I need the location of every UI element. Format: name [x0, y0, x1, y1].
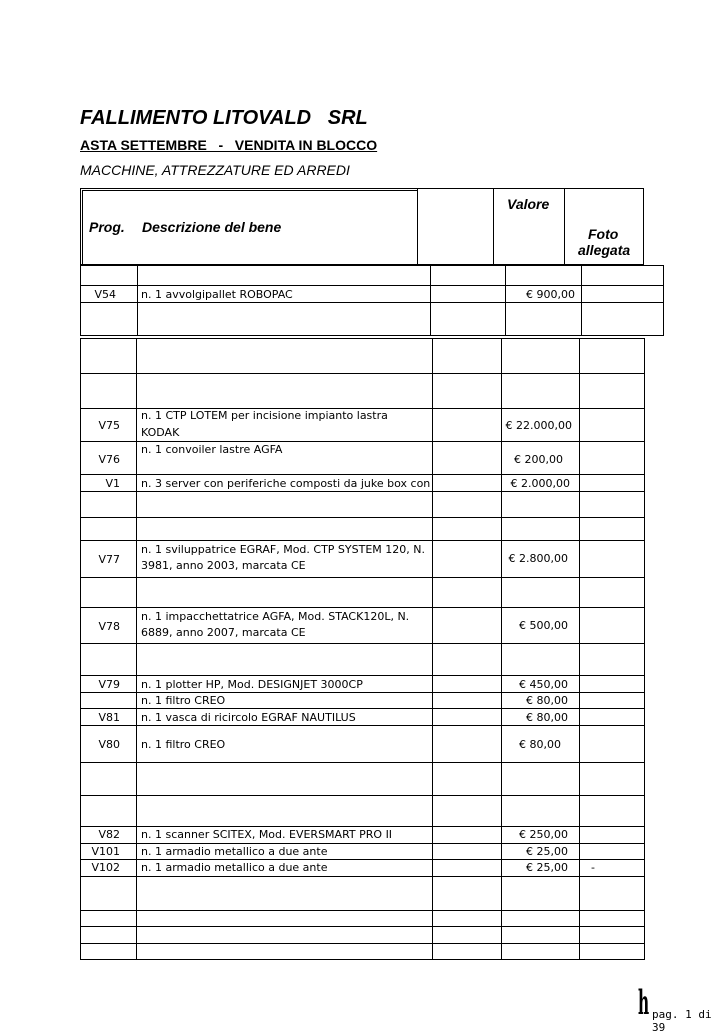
row-value: € 900,00 [526, 288, 575, 301]
row-prog: V79 [98, 678, 120, 691]
row-description: n. 1 sviluppatrice EGRAF, Mod. CTP SYSTEM 120, N. [141, 543, 425, 556]
row-value: € 80,00 [526, 694, 568, 707]
row-description: n. 1 vasca di ricircolo EGRAF NAUTILUS [141, 711, 356, 724]
row-prog: V75 [98, 419, 120, 432]
header-descrizione: Descrizione del bene [142, 219, 282, 235]
document-subtitle: ASTA SETTEMBRE - VENDITA IN BLOCCO [80, 137, 378, 153]
row-description: n. 1 CTP LOTEM per incisione impianto lastra [141, 409, 388, 422]
row-value: € 25,00 [526, 861, 568, 874]
row-description-line2: 6889, anno 2007, marcata CE [141, 626, 306, 639]
row-value: € 450,00 [519, 678, 568, 691]
row-prog: V77 [98, 553, 120, 566]
row-description: n. 3 server con periferiche composti da juke box con [141, 477, 431, 490]
row-value: € 250,00 [519, 828, 568, 841]
header-valore: Valore [507, 196, 550, 212]
row-prog: V54 [94, 288, 116, 301]
footer-logo: h [638, 983, 650, 1023]
row-description-line2: 3981, anno 2003, marcata CE [141, 559, 306, 572]
page-number: pag. 1 di 39 [652, 1008, 712, 1034]
row-value: € 22.000,00 [505, 419, 572, 432]
row-prog: V81 [98, 711, 120, 724]
row-prog: V102 [91, 861, 120, 874]
row-value: € 80,00 [519, 738, 561, 751]
row-extra-mark: - [591, 861, 595, 874]
row-description: n. 1 avvolgipallet ROBOPAC [141, 288, 293, 301]
row-description: n. 1 plotter HP, Mod. DESIGNJET 3000CP [141, 678, 363, 691]
header-foto-line2: allegata [578, 242, 631, 258]
document-title: FALLIMENTO LITOVALD SRL [80, 107, 368, 129]
row-value: € 2.800,00 [508, 552, 568, 565]
header-foto-line1: Foto [588, 226, 619, 242]
row-prog: V82 [98, 828, 120, 841]
row-prog: V1 [105, 477, 120, 490]
row-description: n. 1 filtro CREO [141, 738, 226, 751]
row-description: n. 1 armadio metallico a due ante [141, 845, 328, 858]
row-value: € 2.000,00 [510, 477, 570, 490]
row-description: n. 1 impacchettatrice AGFA, Mod. STACK120L, N. [141, 610, 410, 623]
row-description-line2: KODAK [141, 426, 180, 439]
header-prog: Prog. [89, 219, 125, 235]
row-value: € 80,00 [526, 711, 568, 724]
row-value: € 500,00 [519, 619, 568, 632]
row-prog: V101 [91, 845, 120, 858]
row-prog: V80 [98, 738, 120, 751]
row-description: n. 1 scanner SCITEX, Mod. EVERSMART PRO II [141, 828, 393, 841]
row-prog: V76 [98, 453, 120, 466]
row-description: n. 1 filtro CREO [141, 694, 226, 707]
row-description: n. 1 armadio metallico a due ante [141, 861, 328, 874]
row-prog: V78 [98, 620, 120, 633]
row-value: € 200,00 [514, 453, 563, 466]
section-heading: MACCHINE, ATTREZZATURE ED ARREDI [80, 162, 350, 178]
row-value: € 25,00 [526, 845, 568, 858]
row-description: n. 1 convoiler lastre AGFA [141, 443, 283, 456]
